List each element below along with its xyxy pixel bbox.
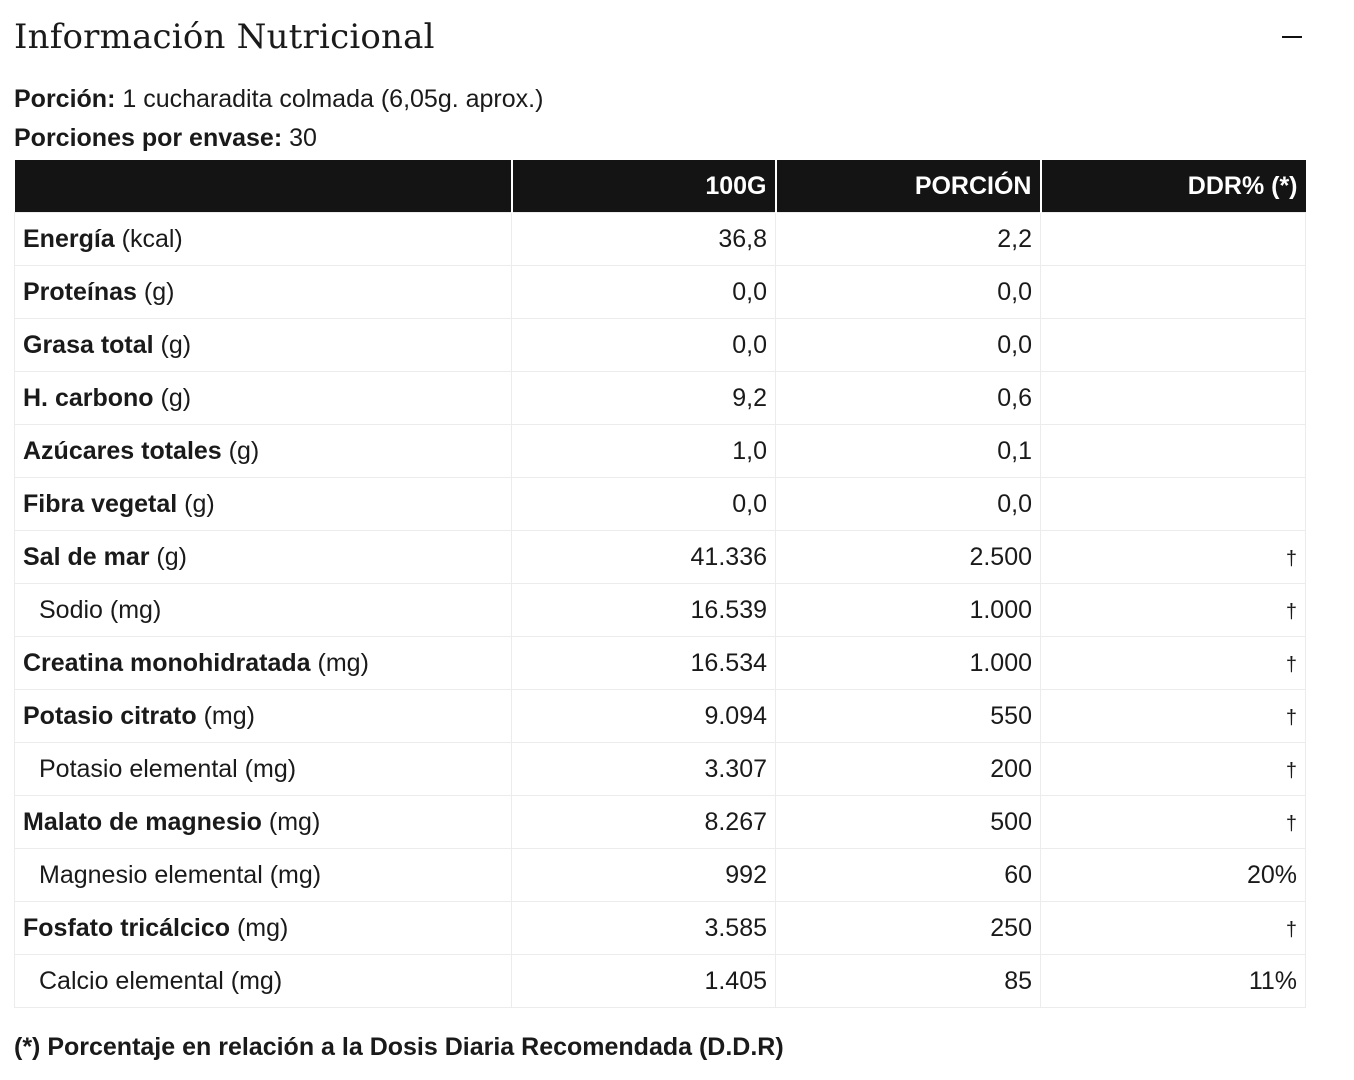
value-ddr xyxy=(1041,372,1306,425)
nutrient-unit: (g) xyxy=(153,330,192,359)
table-header-row xyxy=(15,160,1306,213)
value-per-100g: 41.336 xyxy=(512,531,776,584)
value-ddr xyxy=(1041,637,1306,690)
value-per-100g: 9.094 xyxy=(512,690,776,743)
value-ddr xyxy=(1041,796,1306,849)
servings-per-container xyxy=(14,122,317,154)
value-ddr xyxy=(1041,266,1306,319)
nutrition-table xyxy=(14,160,1306,1008)
nutrient-name: Fibra vegetal xyxy=(23,489,178,518)
serving-size-label: Porción: xyxy=(14,85,116,113)
table-row xyxy=(15,372,1306,425)
nutrient-name: Potasio citrato xyxy=(23,701,197,730)
nutrient-unit: (mg) xyxy=(230,913,289,942)
dagger-icon: † xyxy=(1285,600,1297,623)
table-row xyxy=(15,690,1306,743)
nutrient-name: Azúcares totales xyxy=(23,436,222,465)
table-row xyxy=(15,319,1306,372)
nutrient-unit: (g) xyxy=(177,489,215,518)
value-per-portion: 500 xyxy=(776,796,1041,849)
table-row xyxy=(15,213,1306,266)
table-row xyxy=(15,743,1306,796)
table-row xyxy=(15,531,1306,584)
table-row xyxy=(15,425,1306,478)
value-ddr xyxy=(1041,584,1306,637)
table-row xyxy=(15,478,1306,531)
column-header-portion: PORCIÓN xyxy=(776,160,1041,213)
nutrient-name: Sodio (mg) xyxy=(39,595,162,624)
value-per-portion: 1.000 xyxy=(776,637,1041,690)
value-per-portion: 0,0 xyxy=(776,266,1041,319)
value-per-portion: 0,6 xyxy=(776,372,1041,425)
value-per-100g: 8.267 xyxy=(512,796,776,849)
table-row xyxy=(15,955,1306,1008)
value-ddr xyxy=(1041,531,1306,584)
value-per-100g: 3.307 xyxy=(512,743,776,796)
value-per-portion: 0,0 xyxy=(776,319,1041,372)
value-per-portion: 85 xyxy=(776,955,1041,1008)
ddr-percent: 11% xyxy=(1248,966,1297,995)
nutrient-name: Potasio elemental (mg) xyxy=(39,754,297,783)
nutrient-unit: (mg) xyxy=(310,648,369,677)
nutrient-cell xyxy=(15,584,512,637)
nutrient-cell xyxy=(15,743,512,796)
value-per-portion: 200 xyxy=(776,743,1041,796)
collapse-toggle-button[interactable] xyxy=(1280,24,1304,48)
value-ddr xyxy=(1041,213,1306,266)
nutrient-cell xyxy=(15,796,512,849)
table-row xyxy=(15,849,1306,902)
column-header-nutrient xyxy=(15,160,512,213)
nutrient-name: Sal de mar xyxy=(23,542,150,571)
table-row xyxy=(15,584,1306,637)
nutrient-name: Magnesio elemental (mg) xyxy=(39,860,322,889)
value-per-portion: 2,2 xyxy=(776,213,1041,266)
value-ddr xyxy=(1041,955,1306,1008)
minus-icon xyxy=(1282,36,1302,38)
value-per-100g: 1.405 xyxy=(512,955,776,1008)
nutrient-cell xyxy=(15,637,512,690)
table-row xyxy=(15,637,1306,690)
nutrient-name: Proteínas xyxy=(23,277,137,306)
value-ddr xyxy=(1041,425,1306,478)
nutrient-unit: (g) xyxy=(153,383,192,412)
value-per-100g: 992 xyxy=(512,849,776,902)
value-per-100g: 36,8 xyxy=(512,213,776,266)
nutrient-cell xyxy=(15,902,512,955)
nutrient-name: Malato de magnesio xyxy=(23,807,262,836)
value-per-100g: 3.585 xyxy=(512,902,776,955)
dagger-icon: † xyxy=(1285,653,1297,676)
value-per-portion: 550 xyxy=(776,690,1041,743)
nutrient-cell xyxy=(15,319,512,372)
nutrient-cell xyxy=(15,849,512,902)
serving-size-value: 1 cucharadita colmada (6,05g. aprox.) xyxy=(115,85,544,113)
nutrient-unit: (g) xyxy=(136,277,175,306)
value-per-100g: 0,0 xyxy=(512,478,776,531)
dagger-icon: † xyxy=(1285,759,1297,782)
nutrient-cell xyxy=(15,372,512,425)
value-per-portion: 0,0 xyxy=(776,478,1041,531)
nutrient-unit: (mg) xyxy=(261,807,321,836)
dagger-icon: † xyxy=(1285,547,1297,570)
dagger-icon: † xyxy=(1285,812,1297,835)
column-header-100g: 100G xyxy=(512,160,776,213)
nutrient-name: Fosfato tricálcico xyxy=(23,913,230,942)
value-ddr xyxy=(1041,902,1306,955)
value-per-portion: 1.000 xyxy=(776,584,1041,637)
value-ddr xyxy=(1041,478,1306,531)
serving-size xyxy=(14,83,543,115)
nutrient-name: Energía xyxy=(23,224,115,253)
nutrient-unit: (g) xyxy=(221,436,260,465)
nutrient-unit: (kcal) xyxy=(114,224,183,253)
nutrient-cell xyxy=(15,531,512,584)
nutrient-name: Creatina monohidratada xyxy=(23,648,311,677)
value-per-100g: 9,2 xyxy=(512,372,776,425)
nutrient-cell xyxy=(15,478,512,531)
value-per-100g: 0,0 xyxy=(512,266,776,319)
nutrient-unit: (mg) xyxy=(196,701,255,730)
nutrient-cell xyxy=(15,213,512,266)
nutrient-name: Grasa total xyxy=(23,330,154,359)
nutrient-cell xyxy=(15,690,512,743)
table-row xyxy=(15,902,1306,955)
nutrient-cell xyxy=(15,266,512,319)
dagger-icon: † xyxy=(1285,918,1297,941)
ddr-percent: 20% xyxy=(1246,860,1297,889)
value-ddr xyxy=(1041,743,1306,796)
value-ddr xyxy=(1041,690,1306,743)
value-per-portion: 0,1 xyxy=(776,425,1041,478)
value-per-100g: 0,0 xyxy=(512,319,776,372)
nutrient-cell xyxy=(15,425,512,478)
dagger-icon: † xyxy=(1285,706,1297,729)
value-ddr xyxy=(1041,319,1306,372)
servings-per-container-value: 30 xyxy=(282,124,317,152)
section-header xyxy=(14,14,1304,62)
value-per-100g: 1,0 xyxy=(512,425,776,478)
value-per-portion: 250 xyxy=(776,902,1041,955)
nutrient-unit: (g) xyxy=(149,542,187,571)
column-header-ddr: DDR% (*) xyxy=(1041,160,1306,213)
table-row xyxy=(15,266,1306,319)
value-per-100g: 16.534 xyxy=(512,637,776,690)
nutrient-name: H. carbono xyxy=(23,383,154,412)
value-per-100g: 16.539 xyxy=(512,584,776,637)
nutrient-name: Calcio elemental (mg) xyxy=(39,966,283,995)
value-per-portion: 2.500 xyxy=(776,531,1041,584)
footnote: (*) Porcentaje en relación a la Dosis Diaria Recomendada (D.D.R) xyxy=(14,1033,784,1061)
table-row xyxy=(15,796,1306,849)
value-per-portion: 60 xyxy=(776,849,1041,902)
nutrient-cell xyxy=(15,955,512,1008)
section-title: Información Nutricional xyxy=(14,17,435,57)
value-ddr xyxy=(1041,849,1306,902)
servings-per-container-label: Porciones por envase: xyxy=(14,124,283,152)
